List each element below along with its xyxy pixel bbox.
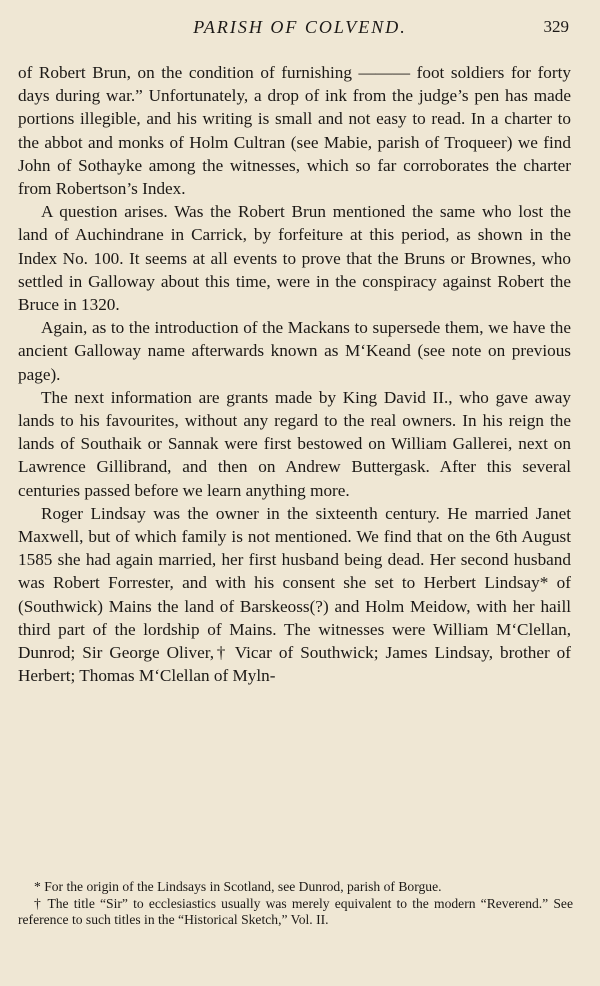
footnotes bbox=[18, 879, 573, 929]
page-number: 329 bbox=[543, 17, 569, 36]
paragraph-3: Again, as to the introduction of the Mackans to supersede them, we have the ancient Galloway name afterwards known as M‘Keand (see note on previous page). bbox=[18, 318, 571, 384]
page-title: PARISH OF COLVEND. bbox=[193, 17, 407, 37]
body-text bbox=[18, 61, 571, 687]
paragraph-4: The next information are grants made by King David II., who gave away lands to his favourites, without any regard to the real owners. In his reign the lands of Southaik or Sannak were first bestowed on William Gallerei, next on Lawrence Gillibrand, and then on Andrew Buttergask. After this several centuries passed before we learn anything more. bbox=[18, 387, 571, 500]
paragraph-1: of Robert Brun, on the condition of furnishing ——— foot soldiers for forty days during war.” Unfortunately, a drop of ink from the judge’s pen has made portions illegible, and his writing is small and not easy to read. In a charter to the abbot and monks of Holm Cultran (see Mabie, parish of Troqueer) we find John of Sothayke among the witnesses, which so far corroborates the charter from Robertson’s Index. bbox=[18, 63, 571, 199]
footnote-lindsays: * For the origin of the Lindsays in Scotland, see Dunrod, parish of Borgue. bbox=[34, 879, 442, 894]
paragraph-5: Roger Lindsay was the owner in the sixteenth century. He married Janet Maxwell, but of which family is not mentioned. We find that on the 6th August 1585 she had again married, her first husband being dead. Her second husband was Robert Forrester, and with his consent she set to Herbert Lindsay* of (Southwick) Mains the land of Barskeoss(?) and Holm Meidow, with her haill third part of the lordship of Mains. The witnesses were William M‘Clellan, Dunrod; Sir George Oliver,† Vicar of Southwick; James Lindsay, brother of Herbert; Thomas M‘Clellan of Myln- bbox=[18, 503, 571, 686]
running-head bbox=[0, 16, 600, 40]
paragraph-2: A question arises. Was the Robert Brun mentioned the same who lost the land of Auchindrane in Carrick, by forfeiture at this period, as shown in the Index No. 100. It seems at all events to prove that the Bruns or Brownes, who settled in Galloway about this time, were in the conspiracy against Robert the Bruce in 1320. bbox=[18, 202, 571, 315]
footnote-sir-title: † The title “Sir” to ecclesiastics usually was merely equivalent to the modern “Reverend.” See reference to such titles in the “Historical Sketch,” Vol. II. bbox=[18, 895, 573, 928]
